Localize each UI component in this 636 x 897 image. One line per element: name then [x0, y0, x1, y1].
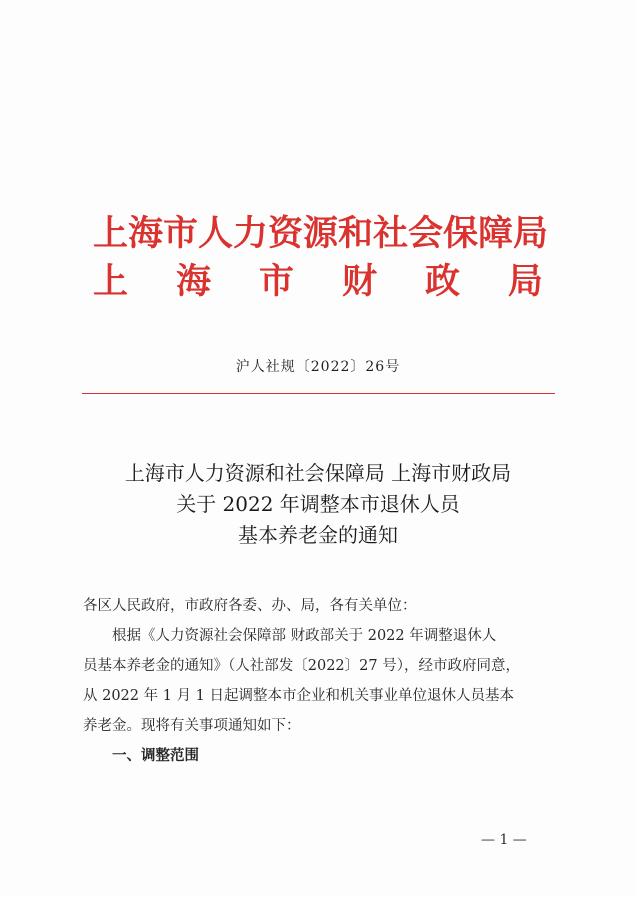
document-title [0, 458, 636, 551]
document-number: 沪人社规〔2022〕26号 [235, 359, 401, 375]
issuer-char: 市 [258, 261, 294, 302]
issuer-char: 海 [175, 261, 211, 302]
title-line: 基本养老金的通知 [238, 523, 398, 547]
title-line: 上海市人力资源和社会保障局 上海市财政局 [124, 461, 512, 485]
paragraph-line: 根据《人力资源社会保障部 财政部关于 2022 年调整退休人 [112, 628, 497, 644]
paragraph-line: 养老金。现将有关事项通知如下： [83, 718, 301, 734]
red-divider-line [82, 393, 555, 394]
issuer-name-line2 [93, 262, 543, 302]
section-heading: 一、调整范围 [112, 748, 199, 764]
paragraph-line: 从 2022 年 1 月 1 日起调整本市企业和机关事业单位退休人员基本 [83, 688, 515, 704]
issuer-char: 上 [93, 261, 129, 302]
page-number: — 1 — [481, 832, 527, 848]
issuer-char: 财 [341, 261, 377, 302]
issuer-char: 局 [507, 261, 543, 302]
issuer-char: 政 [424, 261, 460, 302]
title-line: 关于 2022 年调整本市退休人员 [176, 492, 460, 516]
paragraph-line: 员基本养老金的通知》（人社部发〔2022〕27 号），经市政府同意， [83, 658, 520, 674]
salutation: 各区人民政府，市政府各委、办、局，各有关单位： [83, 598, 417, 614]
issuer-name-line1: 上海市人力资源和社会保障局 [93, 213, 549, 254]
document-body [83, 591, 558, 771]
